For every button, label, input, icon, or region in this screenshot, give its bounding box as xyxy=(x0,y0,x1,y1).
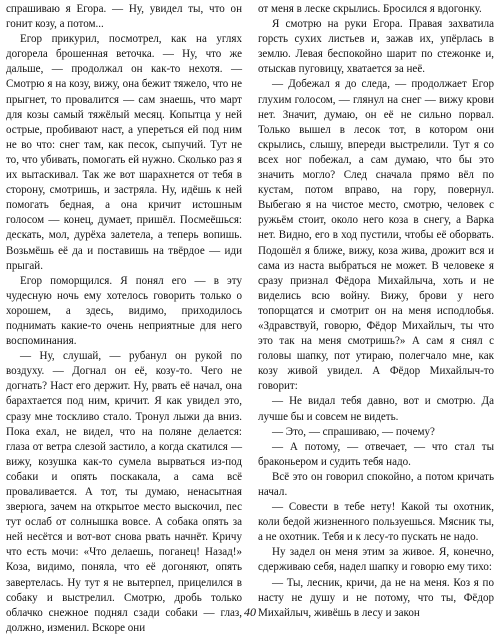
paragraph: — Это, — спрашиваю, — почему? xyxy=(272,425,435,438)
paragraph: спрашиваю я Егора. — Ну, увидел ты, что он гонит козу, а потом... xyxy=(6,3,242,31)
paragraph: Егор прикурил, посмотрел, как на углях догорела брошенная веточка. — Ну, что же дальше, — продолжал он как-то нехотя. — Смотрю я на козу, вижу, она бежит тяжело, что не прыгнет, то провалится — сам знаешь, что март для козы самый тяжёлый месяц. Копытца у ней острые, пробивают наст, а упереться ей под ним не во что: снег там, как песок, сыпучий. Тут не то, что убивать, помогать ей нужно. Сколько раз я их вытаскивал. Так же вот шарахнется от тебя в сторону, смотришь, и застряла. Ну, идёшь к ней помогать бедная, а она кричит истошным голосом — конец, думает, пришёл. Посмеёшься: дескать, мол, дурёха залетела, а теперь вопишь. Возьмёшь её да и поставишь на твёрдое — иди прыгай. xyxy=(6,33,242,272)
page-number: 40 xyxy=(244,605,256,619)
paragraph: — А потому, — отвечает, — что стал ты браконьером и судить тебя надо. xyxy=(258,440,494,468)
paragraph: — Не видал тебя давно, вот и смотрю. Да лучше бы и совсем не видеть. xyxy=(258,395,494,423)
right-column xyxy=(258,2,494,621)
paragraph: Я смотрю на руки Егора. Правая захватила горсть сухих листьев и, зажав их, упёрлась в землю. Левая беспокойно шарит по стежонке и, отыскав пуговицу, хватается за неё. xyxy=(258,18,494,76)
paragraph: Всё это он говорил спокойно, а потом кричать начал. xyxy=(258,470,494,498)
paragraph: Егор поморщился. Я понял его — в эту чудесную ночь ему хотелось говорить только о хорошем, а здесь, видимо, приходилось поднимать какие-то очень неприятные для него воспоминания. xyxy=(6,274,242,348)
paragraph: — Совести в тебе нету! Какой ты охотник, коли бедой жизненного пользуешься. Мясник ты, а не охотник. Тебя и к лесу-то пускать не надо. xyxy=(258,501,494,544)
paragraph: — Добежал я до следа, — продолжает Егор глухим голосом, — глянул на снег — вижу крови нет. Значит, думаю, он её не сильно порвал. Только вышел в лесок тот, в котором они скрылись, слышу, впереди выстрелили. Тут я со всех ног побежал, а сам думаю, что бы это значить могло? След сначала прямо вёл по кустам, потом вправо, на гору, повернул. Выбегаю я на чистое место, смотрю, человек с ружьём стоит, около него коза в снегу, а Варка нет. Видно, его в ход пустили, чтобы её оборвать. Подошёл я ближе, вижу, коза жива, дрожит вся и сама из наста выбраться не может. В человеке я сразу признал Фёдора Михайлыча, хоть и не виделись всю войну. Вижу, брови у него топорщатся и смотрит он на меня исподлобья. «Здравствуй, говорю, Фёдор Михайлыч, ты что это так на меня смотришь?» А сам я снял с головы шапку, пот утираю, полегчало мне, как козу живой увидел. А Фёдор Михайлыч-то говорит: xyxy=(258,78,494,393)
paragraph: Ну задел он меня этим за живое. Я, конечно, сдерживаю себя, надел шапку и говорю ему тихо: xyxy=(258,546,494,574)
paragraph: — Ты, лесник, кричи, да не на меня. Коз я по насту не душу и не потому, что ты, Фёдор Михайлыч, живёшь в лесу и закон xyxy=(258,576,494,619)
paragraph: от меня в леске скрылись. Бросился я вдогонку. xyxy=(258,3,482,15)
left-column xyxy=(6,2,242,636)
paragraph: — Ну, слушай, — рубанул он рукой по воздуху. — Догнал он её, козу-то. Чего не догнать? Наст его держит. Ну, рвать её начал, она барахтается под ним, кричит. Я как увидел это, сразу мне тоскливо стало. Тронул лыжи да вниз. Пока ехал, не видел, что на поляне делается: глаза от ветра слезой застило, а когда скатился — вижу, козушка как-то сумела вырваться из-под собаки и опять поскакала, а сама всё проваливается. А тот, ты думаю, ненасытная зверюга, зачем на открытое место выскочил, пес тут ослаб от солнышка вовсе. А собака опять за ней несётся и вот-вот снова рвать начнёт. Кричу что есть мочи: «Что делаешь, поганец! Назад!» Коза, видимо, поняла, что её догоняют, опять завертелась. Ну тут я не вытерпел, прицелился в собаку и выстрелил. Смотрю, дробь только облачко снежное поднял сзади собаки — глаз, должно, изменил. Вскоре они xyxy=(6,350,242,634)
